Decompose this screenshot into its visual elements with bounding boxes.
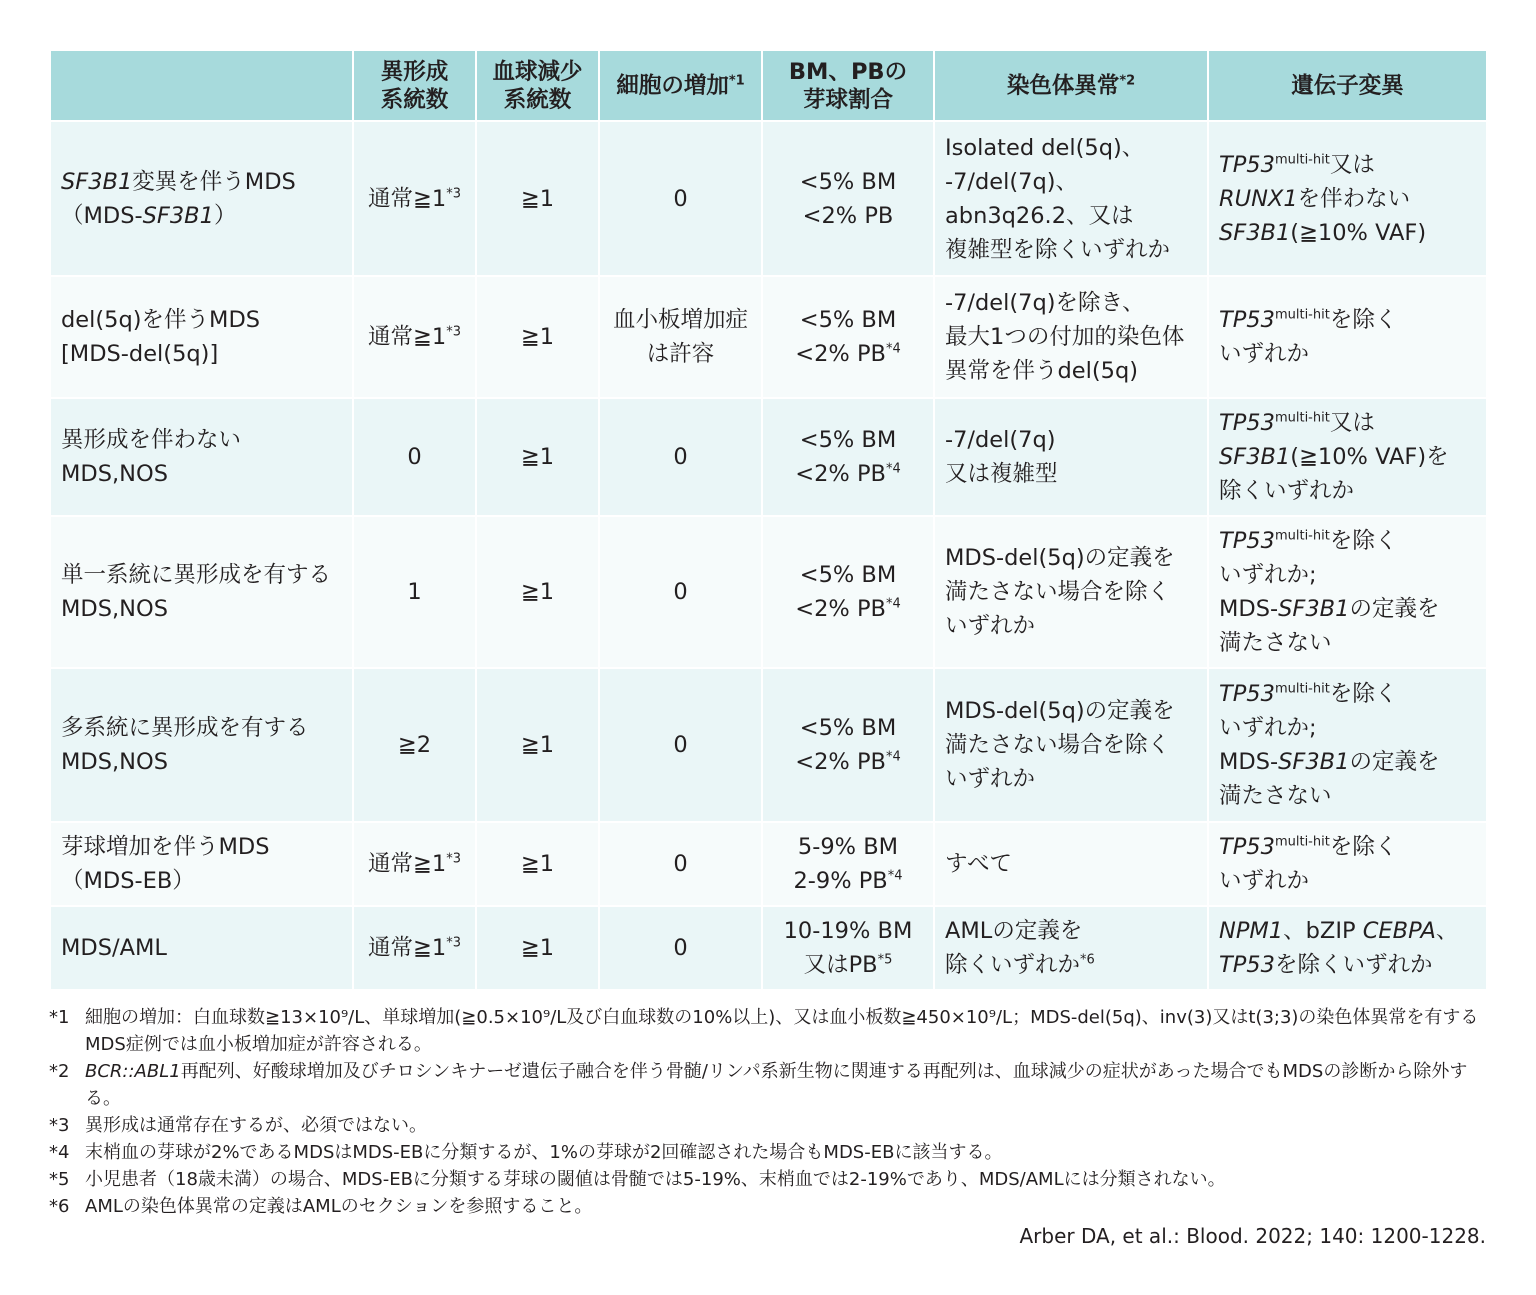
- table-row: [50, 668, 1487, 822]
- blast-cell: <5% BM <2% PB$^{*4}$: [762, 668, 934, 822]
- footnotes: [49, 1004, 1489, 1220]
- mds-classification-table: [49, 49, 1488, 991]
- footnote: *6 AMLの染色体異常の定義はAMLのセクションを参照すること。: [49, 1196, 593, 1217]
- cytosis-cell: 0: [599, 121, 762, 276]
- blast-cell: <5% BM <2% PB$^{*4}$: [762, 398, 934, 516]
- header-mutations: 遺伝子変異: [1208, 50, 1487, 121]
- mutations-cell: $TP53^{multi-hit}$を除く いずれか; MDS-SF3B1の定義を 満たさない: [1208, 516, 1487, 668]
- header-dysplasia-lineages: 異形成 系統数: [353, 50, 476, 121]
- cytopenia-cell: ≧1: [476, 906, 599, 990]
- dysplasia-cell: 通常≧1$^{*3}$: [353, 906, 476, 990]
- dysplasia-cell: 通常≧1$^{*3}$: [353, 276, 476, 398]
- subtype-cell: 異形成を伴わない MDS,NOS: [50, 398, 353, 516]
- header-subtype: [50, 50, 353, 121]
- footnote: *3 異形成は通常存在するが、必須ではない。: [49, 1115, 427, 1136]
- footnote: *2 BCR::ABL1再配列、好酸球増加及びチロシンキナーゼ遺伝子融合を伴う骨髄/リンパ系新生物に関連する再配列は、血球減少の症状があった場合でもMDSの診断から除外する。: [49, 1061, 1468, 1109]
- dysplasia-cell: 通常≧1$^{*3}$: [353, 822, 476, 906]
- cytosis-cell: 血小板増加症 は許容: [599, 276, 762, 398]
- header-cytosis: 細胞の増加$^{*1}$: [599, 50, 762, 121]
- subtype-cell: del(5q)を伴うMDS [MDS-del(5q)]: [50, 276, 353, 398]
- footnote: *4 末梢血の芽球が2%であるMDSはMDS-EBに分類するが、1%の芽球が2回確認された場合もMDS-EBに該当する。: [49, 1142, 1003, 1163]
- mutations-cell: $TP53^{multi-hit}$を除く いずれか: [1208, 822, 1487, 906]
- table-row: [50, 398, 1487, 516]
- mutations-cell: NPM1、bZIP CEBPA、 TP53を除くいずれか: [1208, 906, 1487, 990]
- cytosis-cell: 0: [599, 516, 762, 668]
- table-row: [50, 276, 1487, 398]
- blast-cell: <5% BM <2% PB$^{*4}$: [762, 276, 934, 398]
- cytogenetics-cell: MDS-del(5q)の定義を 満たさない場合を除く いずれか: [934, 668, 1208, 822]
- cytosis-cell: 0: [599, 668, 762, 822]
- blast-cell: <5% BM <2% PB$^{*4}$: [762, 516, 934, 668]
- cytopenia-cell: ≧1: [476, 398, 599, 516]
- cytogenetics-cell: すべて: [934, 822, 1208, 906]
- cytopenia-cell: ≧1: [476, 668, 599, 822]
- table-row: [50, 516, 1487, 668]
- blast-cell: <5% BM <2% PB: [762, 121, 934, 276]
- dysplasia-cell: 0: [353, 398, 476, 516]
- mutations-cell: $TP53^{multi-hit}$又は RUNX1を伴わない SF3B1(≧10% VAF): [1208, 121, 1487, 276]
- cytogenetics-cell: AMLの定義を 除くいずれか$^{*6}$: [934, 906, 1208, 990]
- dysplasia-cell: ≧2: [353, 668, 476, 822]
- table-row: [50, 121, 1487, 276]
- mutations-cell: $TP53^{multi-hit}$を除く いずれか; MDS-SF3B1の定義を 満たさない: [1208, 668, 1487, 822]
- blast-cell: 10-19% BM 又はPB$^{*5}$: [762, 906, 934, 990]
- cytopenia-cell: ≧1: [476, 276, 599, 398]
- blast-cell: 5-9% BM 2-9% PB$^{*4}$: [762, 822, 934, 906]
- subtype-cell: 芽球増加を伴うMDS （MDS-EB）: [50, 822, 353, 906]
- cytogenetics-cell: Isolated del(5q)、 -7/del(7q)、 abn3q26.2、又は 複雑型を除くいずれか: [934, 121, 1208, 276]
- cytogenetics-cell: MDS-del(5q)の定義を 満たさない場合を除く いずれか: [934, 516, 1208, 668]
- cytosis-cell: 0: [599, 906, 762, 990]
- citation: Arber DA, et al.: Blood. 2022; 140: 1200-1228.: [1019, 1224, 1486, 1248]
- cytosis-cell: 0: [599, 398, 762, 516]
- dysplasia-cell: 1: [353, 516, 476, 668]
- table-row: [50, 906, 1487, 990]
- subtype-cell: 単一系統に異形成を有する MDS,NOS: [50, 516, 353, 668]
- cytopenia-cell: ≧1: [476, 121, 599, 276]
- classification-table-wrap: [49, 49, 1486, 991]
- cytogenetics-cell: -7/del(7q)を除き、 最大1つの付加的染色体 異常を伴うdel(5q): [934, 276, 1208, 398]
- mutations-cell: $TP53^{multi-hit}$を除く いずれか: [1208, 276, 1487, 398]
- subtype-cell: 多系統に異形成を有する MDS,NOS: [50, 668, 353, 822]
- footnote: *5 小児患者（18歳未満）の場合、MDS-EBに分類する芽球の閾値は骨髄では5-19%、末梢血では2-19%であり、MDS/AMLには分類されない。: [49, 1169, 1226, 1190]
- table-row: [50, 822, 1487, 906]
- header-cytopenia-lineages: 血球減少 系統数: [476, 50, 599, 121]
- cytopenia-cell: ≧1: [476, 822, 599, 906]
- footnote: *1 細胞の増加：白血球数≧13×10⁹/L、単球増加(≧0.5×10⁹/L及び白血球数の10%以上)、又は血小板数≧450×10⁹/L；MDS-del(5q)、inv(3)又はt(3;3)の染色体異常を有するMDS症例では血小板増加症が許容される。: [49, 1007, 1479, 1055]
- header-cytogenetics: 染色体異常$^{*2}$: [934, 50, 1208, 121]
- cytogenetics-cell: -7/del(7q) 又は複雑型: [934, 398, 1208, 516]
- subtype-cell: SF3B1変異を伴うMDS （MDS-SF3B1）: [50, 121, 353, 276]
- header-row: [50, 50, 1487, 121]
- subtype-cell: MDS/AML: [50, 906, 353, 990]
- cytopenia-cell: ≧1: [476, 516, 599, 668]
- dysplasia-cell: 通常≧1$^{*3}$: [353, 121, 476, 276]
- header-blast-percent: BM、PBの 芽球割合: [762, 50, 934, 121]
- mutations-cell: $TP53^{multi-hit}$又は SF3B1(≧10% VAF)を 除くいずれか: [1208, 398, 1487, 516]
- cytosis-cell: 0: [599, 822, 762, 906]
